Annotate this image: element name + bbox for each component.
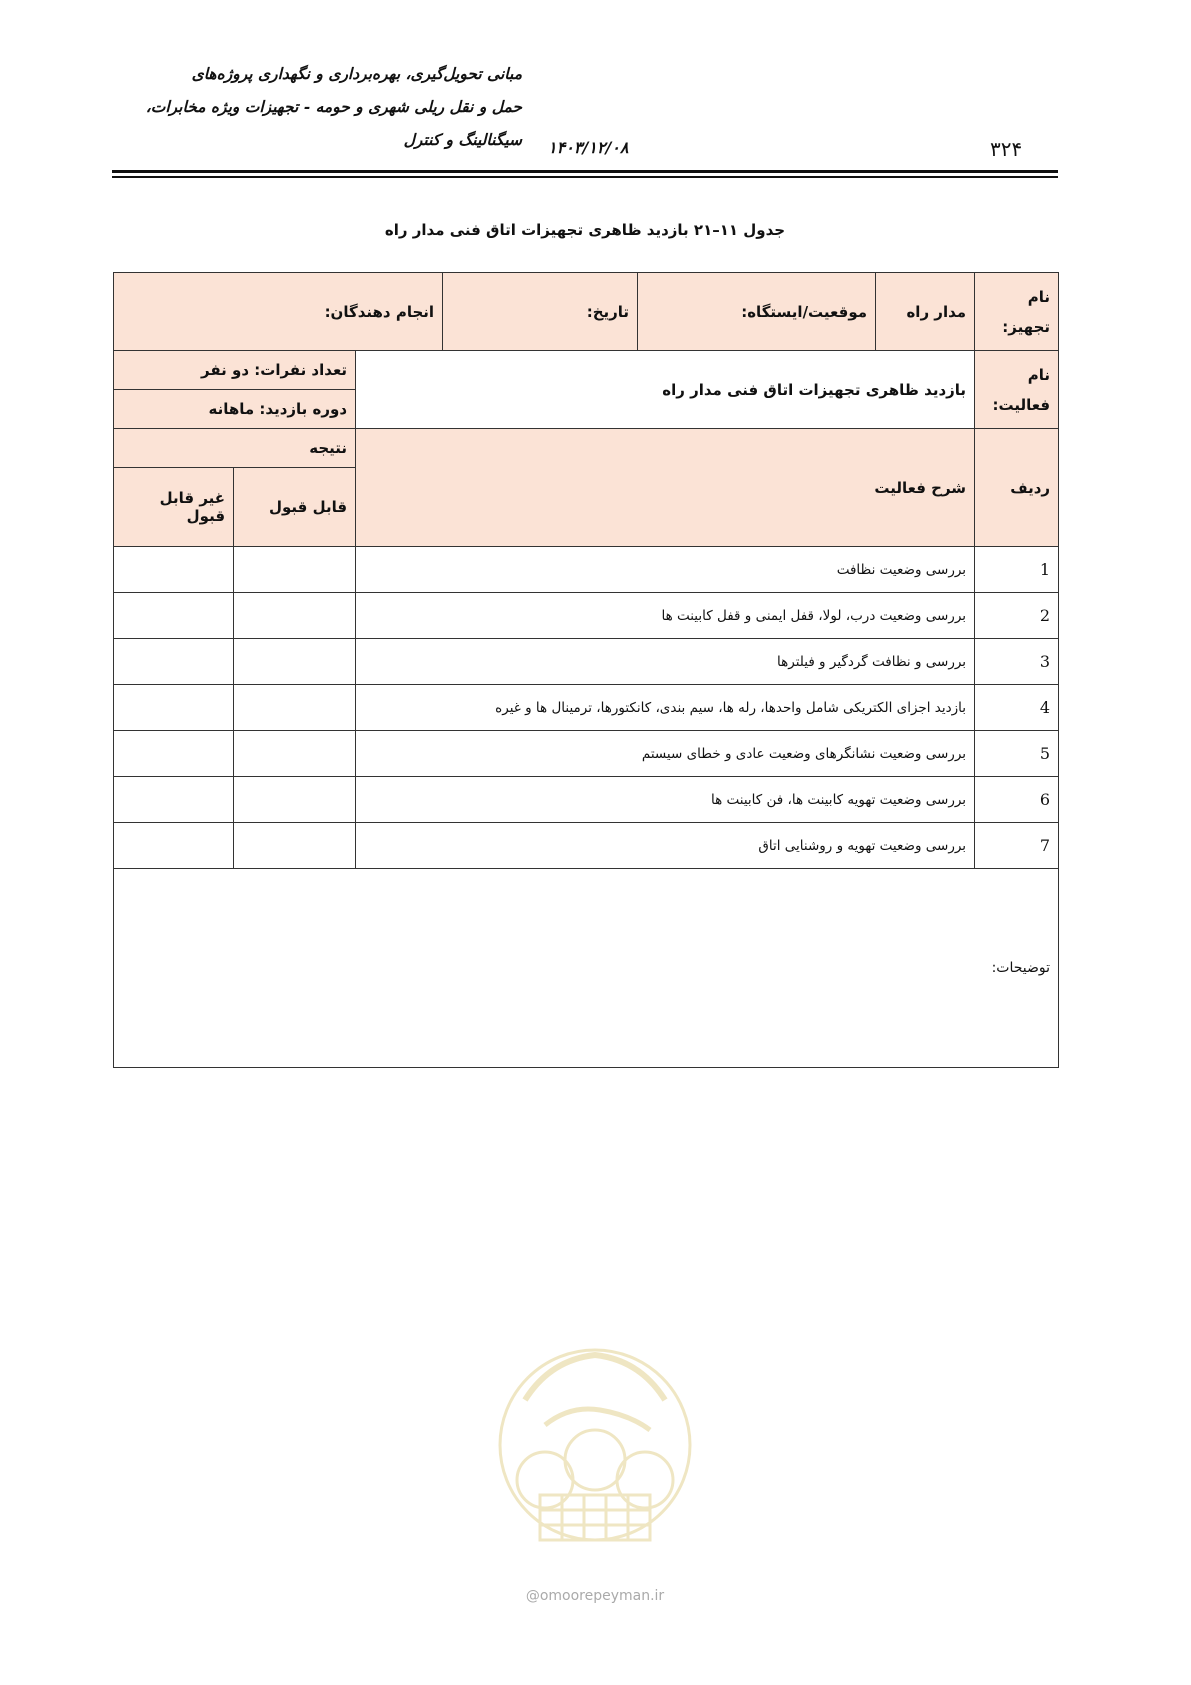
visit-period: دوره بازدید: ماهانه: [114, 390, 356, 429]
table-row: [114, 823, 1059, 869]
watermark-url: @omoorepeyman.ir: [525, 1588, 665, 1604]
page-number: ۳۲۴: [990, 137, 1023, 161]
col-header-description: شرح فعالیت: [356, 429, 975, 547]
location-field: موقعیت/ایستگاه:: [638, 273, 876, 351]
acceptable-cell[interactable]: [234, 731, 356, 777]
header-line-3: سیگنالینگ و کنترل: [403, 130, 522, 149]
row-number: 6: [975, 777, 1059, 823]
unacceptable-cell[interactable]: [114, 593, 234, 639]
equipment-value: مدار راه: [876, 273, 975, 351]
table-row: [114, 593, 1059, 639]
row-number: 3: [975, 639, 1059, 685]
row-number: 1: [975, 547, 1059, 593]
table-row: [114, 639, 1059, 685]
acceptable-cell[interactable]: [234, 639, 356, 685]
notes-field[interactable]: [114, 869, 1059, 1068]
table-row: [114, 685, 1059, 731]
row-number: 5: [975, 731, 1059, 777]
table-row: [114, 731, 1059, 777]
row-number: 4: [975, 685, 1059, 731]
unacceptable-cell[interactable]: [114, 685, 234, 731]
document-header-title: [112, 64, 522, 163]
acceptable-cell[interactable]: [234, 593, 356, 639]
col-header-result: نتیجه: [114, 429, 356, 468]
acceptable-cell[interactable]: [234, 823, 356, 869]
notes-label: توضیحات:: [991, 960, 1051, 976]
acceptable-cell[interactable]: [234, 777, 356, 823]
table-row: [114, 547, 1059, 593]
row-description: بررسی وضعیت درب، لولا، قفل ایمنی و قفل کابینت ها: [356, 593, 975, 639]
unacceptable-cell[interactable]: [114, 823, 234, 869]
activity-label: نام فعالیت:: [975, 351, 1059, 429]
watermark-logo: [490, 1330, 700, 1580]
acceptable-cell[interactable]: [234, 685, 356, 731]
performers-field: انجام دهندگان:: [114, 273, 443, 351]
row-description: بررسی وضعیت تهویه کابینت ها، فن کابینت ها: [356, 777, 975, 823]
col-header-acceptable: قابل قبول: [234, 468, 356, 547]
row-number: 2: [975, 593, 1059, 639]
row-description: بررسی وضعیت تهویه و روشنایی اتاق: [356, 823, 975, 869]
inspection-form-table: [113, 272, 1059, 1068]
col-header-row: ردیف: [975, 429, 1059, 547]
header-line-2: حمل و نقل ریلی شهری و حومه - تجهیزات ویژه مخابرات،: [145, 97, 522, 116]
table-row: [114, 777, 1059, 823]
unacceptable-cell[interactable]: [114, 731, 234, 777]
row-description: بررسی وضعیت نظافت: [356, 547, 975, 593]
header-date: ۱۴۰۳/۱۲/۰۸: [548, 138, 629, 157]
staff-count: تعداد نفرات: دو نفر: [114, 351, 356, 390]
acceptable-cell[interactable]: [234, 547, 356, 593]
unacceptable-cell[interactable]: [114, 639, 234, 685]
unacceptable-cell[interactable]: [114, 547, 234, 593]
row-description: بررسی و نظافت گردگیر و فیلترها: [356, 639, 975, 685]
header-rule-thick: [112, 170, 1058, 173]
activity-value: بازدید ظاهری تجهیزات اتاق فنی مدار راه: [356, 351, 975, 429]
row-description: بازدید اجزای الکتریکی شامل واحدها، رله ها، سیم بندی، کانکتورها، ترمینال ها و غیره: [356, 685, 975, 731]
row-number: 7: [975, 823, 1059, 869]
date-field: تاریخ:: [443, 273, 638, 351]
equipment-label: نام تجهیز:: [975, 273, 1059, 351]
col-header-unacceptable: غیر قابل قبول: [114, 468, 234, 547]
header-rule-thin: [112, 176, 1058, 178]
header-line-1: مبانی تحویل‌گیری، بهره‌برداری و نگهداری پروژه‌های: [191, 64, 522, 83]
unacceptable-cell[interactable]: [114, 777, 234, 823]
row-description: بررسی وضعیت نشانگرهای وضعیت عادی و خطای سیستم: [356, 731, 975, 777]
table-caption: جدول ۱۱–۲۱ بازدید ظاهری تجهیزات اتاق فنی مدار راه: [384, 221, 786, 239]
